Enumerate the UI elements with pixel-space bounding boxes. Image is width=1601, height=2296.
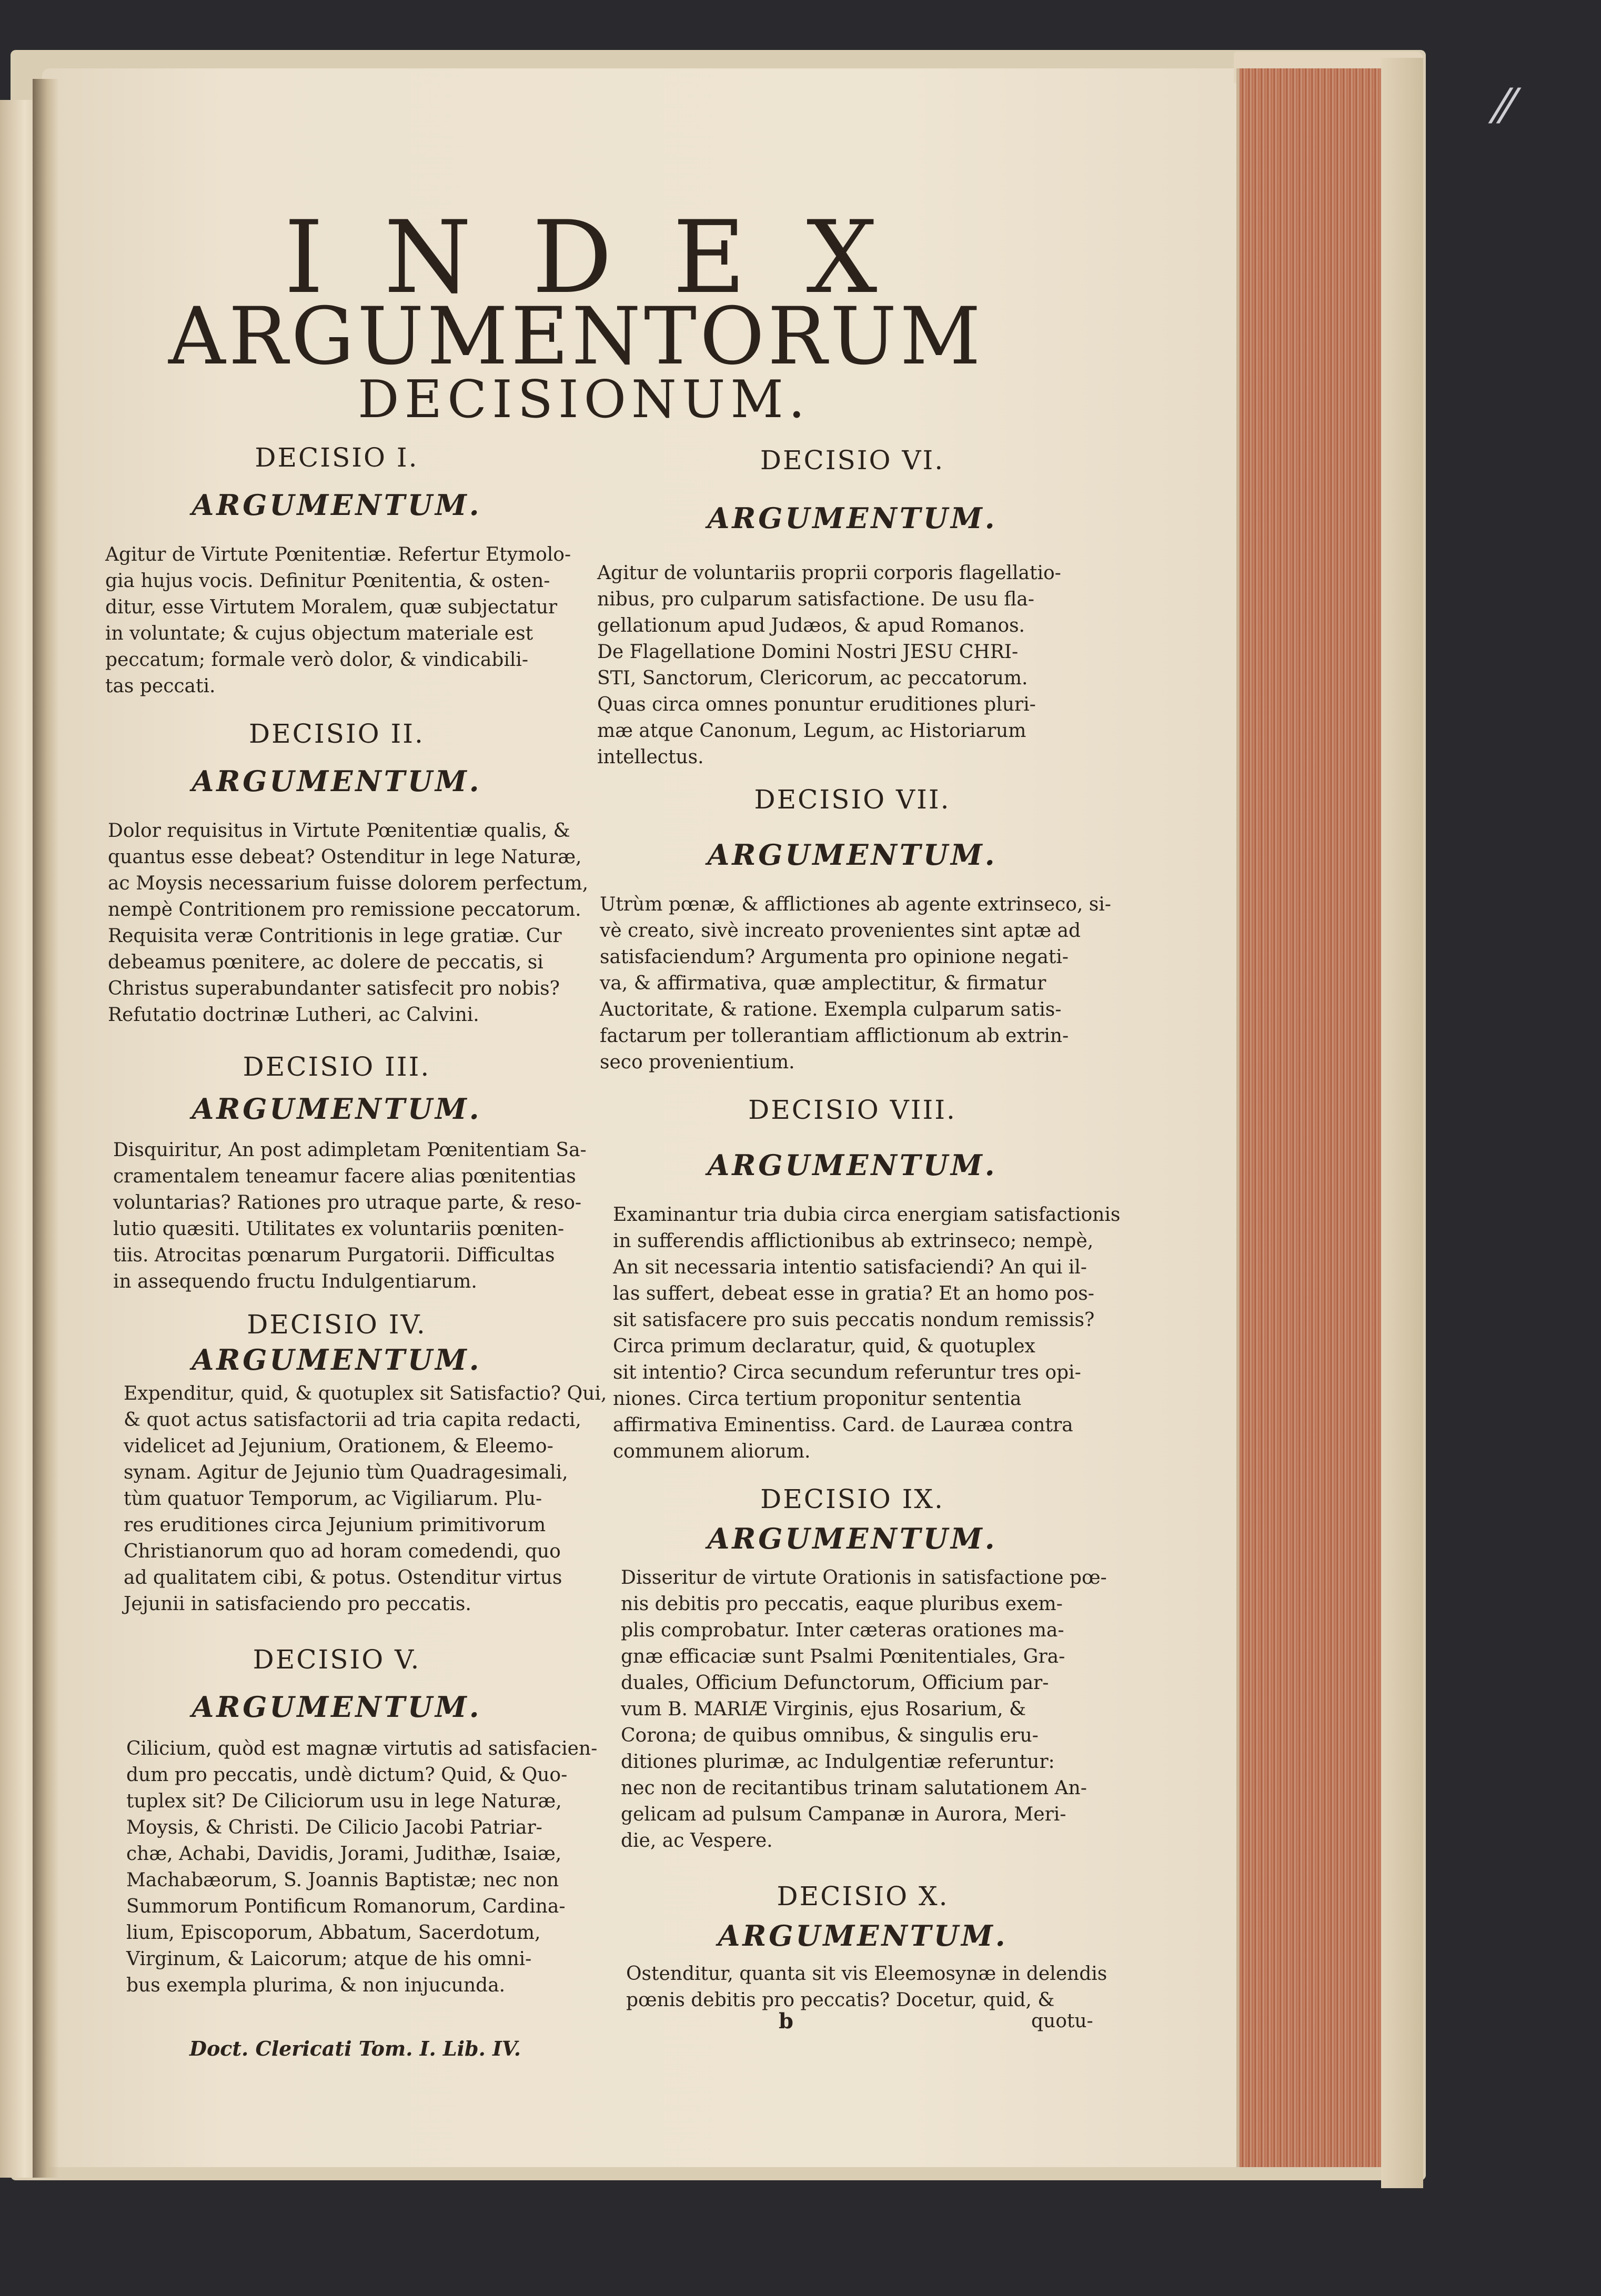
text-line: Ostenditur, quanta sit vis Eleemosynæ in delendis <box>626 1963 1107 1985</box>
decisio-text <box>113 1137 587 1295</box>
text-line: Auctoritate, & ratione. Exempla culparum satis- <box>600 999 1062 1020</box>
text-line: synam. Agitur de Jejunio tùm Quadragesimali, <box>124 1462 568 1483</box>
text-line: in voluntate; & cujus objectum materiale est <box>105 623 533 644</box>
signature-mark: b <box>779 2009 793 2034</box>
text-line: Expenditur, quid, & quotuplex sit Satisfactio? Qui, <box>124 1383 607 1404</box>
text-line: cramentalem teneamur facere alias pœnitentias <box>113 1166 576 1187</box>
text-line: intellectus. <box>597 746 704 768</box>
text-line: STI, Sanctorum, Clericorum, ac peccatorum. <box>597 667 1028 689</box>
text-line: tùm quatuor Temporum, ac Vigiliarum. Plu- <box>124 1488 542 1510</box>
text-line: in assequendo fructu Indulgentiarum. <box>113 1271 477 1292</box>
decisio-text <box>621 1565 1107 1854</box>
decisio-text <box>124 1381 607 1617</box>
text-line: ditur, esse Virtutem Moralem, quæ subjectatur <box>105 596 558 618</box>
text-line: Utrùm pœnæ, & afflictiones ab agente extrinseco, si- <box>600 894 1111 915</box>
text-line: sit intentio? Circa secundum referuntur tres opi- <box>613 1362 1081 1383</box>
decisio-heading: DECISIO VIII. <box>748 1095 956 1125</box>
text-line: Dolor requisitus in Virtute Pœnitentiæ qualis, & <box>108 820 570 842</box>
text-line: Virginum, & Laicorum; atque de his omni- <box>126 1948 532 1970</box>
argumentum-heading: ARGUMENTUM. <box>707 1522 998 1555</box>
decisio-heading: DECISIO IV. <box>247 1309 427 1340</box>
text-line: res eruditiones circa Jejunium primitivorum <box>124 1514 546 1536</box>
text-line: gellationum apud Judæos, & apud Romanos. <box>597 615 1025 636</box>
text-line: dum pro peccatis, undè dictum? Quid, & Quo- <box>126 1764 568 1786</box>
text-line: Cilicium, quòd est magnæ virtutis ad satisfacien- <box>126 1738 598 1759</box>
text-line: Jejunii in satisfaciendo pro peccatis. <box>124 1593 471 1615</box>
decisio-heading: DECISIO V. <box>253 1644 421 1675</box>
argumentum-heading: ARGUMENTUM. <box>707 838 998 872</box>
text-line: affirmativa Eminentiss. Card. de Lauræa contra <box>613 1414 1073 1436</box>
text-line: sit satisfacere pro suis peccatis nondum remissis? <box>613 1309 1095 1331</box>
text-line: Agitur de voluntariis proprii corporis flagellatio- <box>597 562 1061 584</box>
text-line: Corona; de quibus omnibus, & singulis eru- <box>621 1725 1039 1746</box>
text-line: Circa primum declaratur, quid, & quotuplex <box>613 1336 1035 1357</box>
text-line: pœnis debitis pro peccatis? Docetur, quid, & <box>626 1989 1055 2011</box>
text-line: ad qualitatem cibi, & potus. Ostenditur virtus <box>124 1567 562 1589</box>
text-line: Quas circa omnes ponuntur eruditiones pluri- <box>597 694 1036 715</box>
decisio-text <box>108 818 588 1028</box>
text-line: & quot actus satisfactorii ad tria capita redacti, <box>124 1409 581 1431</box>
argumentum-heading: ARGUMENTUM. <box>192 764 482 798</box>
title-index: INDEX <box>284 199 938 316</box>
text-line: Summorum Pontificum Romanorum, Cardina- <box>126 1896 566 1917</box>
text-line: gia hujus vocis. Definitur Pœnitentia, & osten- <box>105 570 550 592</box>
decisio-heading: DECISIO III. <box>243 1051 431 1082</box>
decisio-text <box>105 542 571 700</box>
argumentum-heading: ARGUMENTUM. <box>718 1919 1008 1953</box>
argumentum-heading: ARGUMENTUM. <box>192 1343 482 1377</box>
argumentum-heading: ARGUMENTUM. <box>192 1092 482 1126</box>
text-line: plis comprobatur. Inter cæteras orationes ma- <box>621 1620 1064 1641</box>
decisio-heading: DECISIO X. <box>777 1881 949 1911</box>
catchword: quotu- <box>1031 2010 1093 2032</box>
text-line: gnæ efficaciæ sunt Psalmi Pœnitentiales, Gra- <box>621 1646 1065 1667</box>
text-line: ac Moysis necessarium fuisse dolorem perfectum, <box>108 873 589 894</box>
text-line: vè creato, sivè increato provenientes sint aptæ ad <box>600 920 1081 942</box>
text-line: Refutatio doctrinæ Lutheri, ac Calvini. <box>108 1004 479 1026</box>
text-line: Disquiritur, An post adimpletam Pœnitentiam Sa- <box>113 1139 587 1161</box>
text-line: vum B. MARIÆ Virginis, ejus Rosarium, & <box>621 1698 1026 1720</box>
decisio-heading: DECISIO I. <box>255 442 419 473</box>
text-line: Requisita veræ Contritionis in lege gratiæ. Cur <box>108 925 562 947</box>
text-line: va, & affirmativa, quæ amplectitur, & firmatur <box>600 973 1046 994</box>
running-title: Doct. Clericati Tom. I. Lib. IV. <box>189 2037 521 2060</box>
text-line: voluntarias? Rationes pro utraque parte, & reso- <box>113 1192 582 1213</box>
decisio-text <box>597 560 1061 771</box>
text-line: De Flagellatione Domini Nostri JESU CHRI- <box>597 641 1019 663</box>
text-line: duales, Officium Defunctorum, Officium par- <box>621 1672 1049 1694</box>
text-line: chæ, Achabi, Davidis, Jorami, Judithæ, Isaiæ, <box>126 1843 562 1865</box>
decisio-heading: DECISIO II. <box>249 719 425 749</box>
text-line: bus exempla plurima, & non injucunda. <box>126 1975 506 1996</box>
text-line: nec non de recitantibus trinam salutationem An- <box>621 1777 1087 1799</box>
text-line: Moysis, & Christi. De Cilicio Jacobi Patriar- <box>126 1817 542 1838</box>
text-line: nempè Contritionem pro remissione peccatorum. <box>108 899 581 921</box>
text-line: debeamus pœnitere, ac dolere de peccatis, si <box>108 952 543 973</box>
text-line: peccatum; formale verò dolor, & vindicabili- <box>105 649 529 671</box>
text-line: nibus, pro culparum satisfactione. De usu fla- <box>597 589 1034 610</box>
decisio-heading: DECISIO VI. <box>760 445 945 476</box>
argumentum-heading: ARGUMENTUM. <box>707 1148 998 1182</box>
text-line: factarum per tollerantiam afflictionum ab extrin- <box>600 1025 1069 1047</box>
text-line: las suffert, debeat esse in gratia? Et an homo pos- <box>613 1283 1094 1304</box>
text-line: niones. Circa tertium proponitur sententia <box>613 1388 1022 1410</box>
argumentum-heading: ARGUMENTUM. <box>192 488 482 522</box>
pencil-mark-icon: ⁄⁄ <box>1497 79 1513 134</box>
text-line: communem aliorum. <box>613 1441 811 1462</box>
text-line: tuplex sit? De Ciliciorum usu in lege Naturæ, <box>126 1791 562 1812</box>
text-line: lutio quæsiti. Utilitates ex voluntariis pœniten- <box>113 1218 565 1240</box>
text-line: seco provenientium. <box>600 1051 795 1073</box>
text-line: Christus superabundanter satisfecit pro nobis? <box>108 978 560 999</box>
text-line: lium, Episcoporum, Abbatum, Sacerdotum, <box>126 1922 541 1944</box>
text-line: nis debitis pro peccatis, eaque pluribus exem- <box>621 1593 1063 1615</box>
decisio-text <box>626 1961 1107 2014</box>
text-line: ditiones plurimæ, ac Indulgentiæ referuntur: <box>621 1751 1055 1773</box>
text-line: Disseritur de virtute Orationis in satisfactione pœ- <box>621 1567 1107 1589</box>
text-line: tas peccati. <box>105 675 216 697</box>
text-line: gelicam ad pulsum Campanæ in Aurora, Meri- <box>621 1804 1066 1825</box>
text-line: Examinantur tria dubia circa energiam satisfactionis <box>613 1204 1121 1226</box>
title-decisionum: DECISIONUM. <box>358 370 810 430</box>
text-line: tiis. Atrocitas pœnarum Purgatorii. Difficultas <box>113 1245 555 1266</box>
text-line: satisfaciendum? Argumenta pro opinione negati- <box>600 946 1069 968</box>
decisio-text <box>600 892 1111 1076</box>
text-line: Machabæorum, S. Joannis Baptistæ; nec non <box>126 1869 559 1891</box>
text-line: quantus esse debeat? Ostenditur in lege Naturæ, <box>108 846 582 868</box>
decisio-heading: DECISIO VII. <box>754 784 951 815</box>
text-line: die, ac Vespere. <box>621 1830 773 1852</box>
decisio-heading: DECISIO IX. <box>760 1484 944 1514</box>
text-line: Christianorum quo ad horam comedendi, quo <box>124 1541 561 1562</box>
title-argumentorum: ARGUMENTORUM <box>168 291 984 382</box>
text-line: in sufferendis afflictionibus ab extrinseco; nempè, <box>613 1230 1094 1252</box>
decisio-text <box>613 1202 1120 1465</box>
text-line: videlicet ad Jejunium, Orationem, & Eleemo- <box>124 1435 553 1457</box>
text-line: mæ atque Canonum, Legum, ac Historiarum <box>597 720 1026 742</box>
argumentum-heading: ARGUMENTUM. <box>707 501 998 535</box>
decisio-text <box>126 1736 597 1999</box>
text-line: An sit necessaria intentio satisfaciendi? An qui il- <box>613 1257 1087 1278</box>
text-line: Agitur de Virtute Pœnitentiæ. Refertur Etymolo- <box>105 544 571 565</box>
argumentum-heading: ARGUMENTUM. <box>192 1690 482 1724</box>
